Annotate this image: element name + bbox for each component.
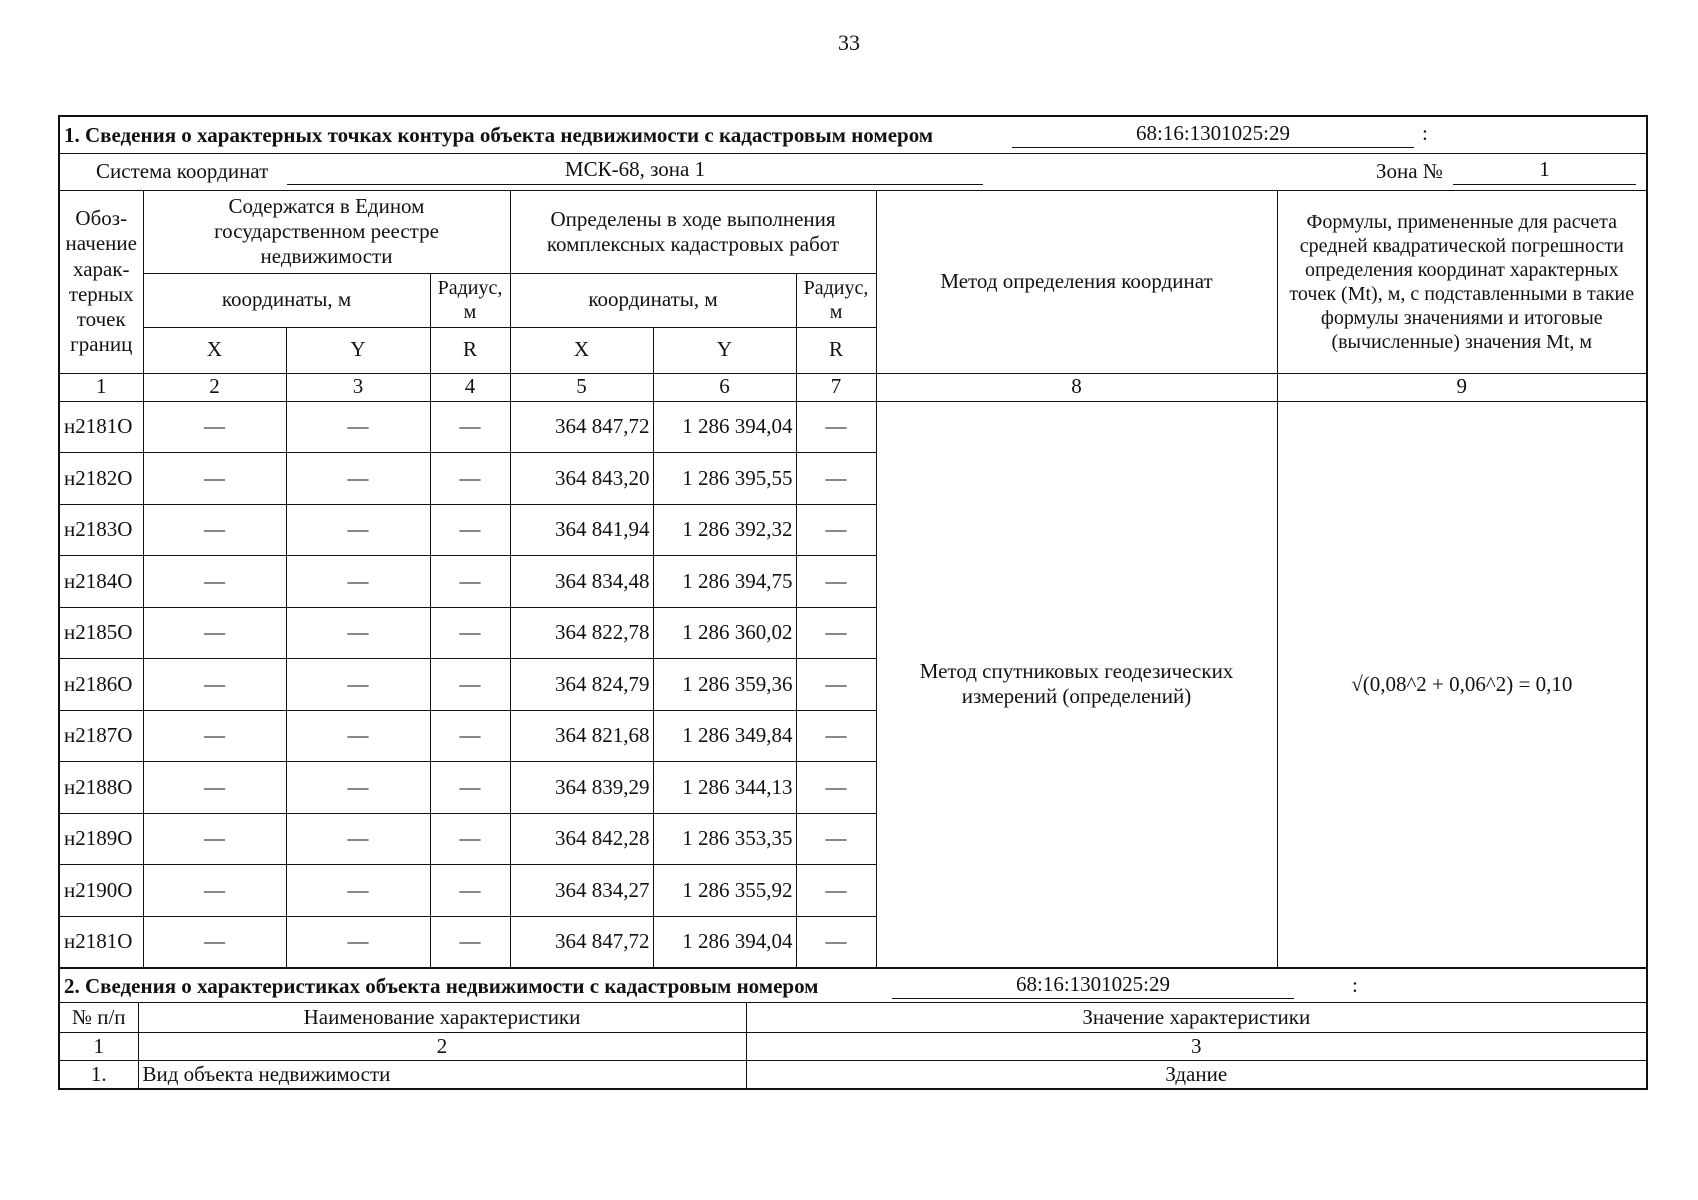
coord-system-value: МСК-68, зона 1 [287, 157, 983, 185]
kkr-y: 1 286 359,36 [653, 659, 796, 711]
point-designation: н2186О [60, 659, 143, 711]
col-number: 4 [430, 373, 510, 401]
egrn-r: — [430, 607, 510, 659]
egrn-x: — [143, 556, 286, 608]
header-kkr-group: Определены в ходе выполнения комплексных кадастровых работ [510, 191, 876, 273]
table-row [60, 1060, 1646, 1088]
egrn-x: — [143, 607, 286, 659]
egrn-x: — [143, 453, 286, 505]
header-point-designation: Обоз-начение харак-терных точек границ [60, 191, 143, 373]
col-number: 3 [286, 373, 430, 401]
col-number: 2 [143, 373, 286, 401]
header-kkr-x: X [510, 327, 653, 373]
header-num: № п/п [60, 1003, 138, 1032]
header-name: Наименование характеристики [138, 1003, 746, 1032]
col-number: 1 [60, 1032, 138, 1060]
section1-cadastral-number: 68:16:1301025:29 [1012, 121, 1414, 148]
kkr-r: — [796, 762, 876, 814]
coordinate-system-row [60, 154, 1646, 191]
header-formula: Формулы, примененные для расчета средней квадратической погрешности определения координат характерных точек (Mt), м, с подставленными в такие формулы значениями и итоговые (вычисленные) значения Mt, м [1277, 191, 1646, 373]
cadastral-form [58, 115, 1648, 1090]
header-kkr-coords: координаты, м [510, 273, 796, 327]
page-number: 33 [838, 30, 860, 55]
egrn-y: — [286, 453, 430, 505]
point-designation: н2187О [60, 710, 143, 762]
row-name: Вид объекта недвижимости [138, 1060, 746, 1088]
point-designation: н2181О [60, 916, 143, 968]
egrn-y: — [286, 556, 430, 608]
kkr-r: — [796, 401, 876, 453]
formula-value: √(0,08^2 + 0,06^2) = 0,10 [1277, 401, 1646, 968]
egrn-r: — [430, 710, 510, 762]
header-value: Значение характеристики [746, 1003, 1646, 1032]
point-designation: н2181О [60, 401, 143, 453]
egrn-r: — [430, 762, 510, 814]
egrn-x: — [143, 504, 286, 556]
header-egrn-radius: Радиус, м [430, 273, 510, 327]
egrn-x: — [143, 401, 286, 453]
point-designation: н2188О [60, 762, 143, 814]
col-number: 5 [510, 373, 653, 401]
col-number: 1 [60, 373, 143, 401]
kkr-r: — [796, 453, 876, 505]
col-number: 8 [876, 373, 1277, 401]
kkr-x: 364 847,72 [510, 916, 653, 968]
kkr-r: — [796, 504, 876, 556]
kkr-x: 364 847,72 [510, 401, 653, 453]
point-designation: н2189О [60, 813, 143, 865]
section1-colon: : [1422, 121, 1428, 145]
egrn-x: — [143, 916, 286, 968]
kkr-x: 364 834,48 [510, 556, 653, 608]
egrn-x: — [143, 865, 286, 917]
egrn-x: — [143, 813, 286, 865]
header-egrn-y: Y [286, 327, 430, 373]
egrn-y: — [286, 865, 430, 917]
header-egrn-x: X [143, 327, 286, 373]
col-number: 2 [138, 1032, 746, 1060]
header-kkr-r: R [796, 327, 876, 373]
egrn-y: — [286, 813, 430, 865]
header-egrn-group: Содержатся в Едином государственном реестре недвижимости [143, 191, 510, 273]
kkr-y: 1 286 360,02 [653, 607, 796, 659]
kkr-x: 364 834,27 [510, 865, 653, 917]
egrn-y: — [286, 916, 430, 968]
kkr-y: 1 286 355,92 [653, 865, 796, 917]
kkr-y: 1 286 394,04 [653, 916, 796, 968]
egrn-r: — [430, 865, 510, 917]
kkr-y: 1 286 394,04 [653, 401, 796, 453]
kkr-x: 364 821,68 [510, 710, 653, 762]
method-value: Метод спутниковых геодезических измерений (определений) [876, 401, 1277, 968]
point-designation: н2183О [60, 504, 143, 556]
points-table [60, 191, 1646, 968]
kkr-x: 364 839,29 [510, 762, 653, 814]
egrn-r: — [430, 659, 510, 711]
egrn-y: — [286, 401, 430, 453]
col-number: 7 [796, 373, 876, 401]
egrn-y: — [286, 607, 430, 659]
kkr-r: — [796, 813, 876, 865]
egrn-y: — [286, 762, 430, 814]
point-designation: н2190О [60, 865, 143, 917]
kkr-r: — [796, 607, 876, 659]
egrn-x: — [143, 710, 286, 762]
section2-header [60, 968, 1646, 1003]
header-kkr-y: Y [653, 327, 796, 373]
kkr-y: 1 286 392,32 [653, 504, 796, 556]
col-number: 6 [653, 373, 796, 401]
egrn-r: — [430, 453, 510, 505]
egrn-x: — [143, 659, 286, 711]
kkr-x: 364 841,94 [510, 504, 653, 556]
kkr-x: 364 824,79 [510, 659, 653, 711]
egrn-y: — [286, 504, 430, 556]
kkr-y: 1 286 349,84 [653, 710, 796, 762]
point-designation: н2185О [60, 607, 143, 659]
egrn-r: — [430, 401, 510, 453]
egrn-r: — [430, 813, 510, 865]
zone-label: Зона № [1376, 159, 1443, 183]
point-designation: н2184О [60, 556, 143, 608]
egrn-r: — [430, 916, 510, 968]
kkr-r: — [796, 865, 876, 917]
kkr-x: 364 842,28 [510, 813, 653, 865]
egrn-r: — [430, 556, 510, 608]
section2-title: 2. Сведения о характеристиках объекта недвижимости с кадастровым номером [64, 974, 819, 998]
egrn-y: — [286, 710, 430, 762]
point-designation: н2182О [60, 453, 143, 505]
kkr-y: 1 286 353,35 [653, 813, 796, 865]
coord-system-label: Система координат [96, 159, 269, 183]
section1-title: 1. Сведения о характерных точках контура объекта недвижимости с кадастровым номером [64, 123, 934, 147]
header-method: Метод определения координат [876, 191, 1277, 373]
col-number: 3 [746, 1032, 1646, 1060]
header-egrn-coords: координаты, м [143, 273, 430, 327]
header-egrn-r: R [430, 327, 510, 373]
col-number: 9 [1277, 373, 1646, 401]
section2-cadastral-number: 68:16:1301025:29 [892, 972, 1294, 999]
kkr-y: 1 286 394,75 [653, 556, 796, 608]
zone-value: 1 [1453, 157, 1636, 185]
header-kkr-radius: Радиус, м [796, 273, 876, 327]
row-value: Здание [746, 1060, 1646, 1088]
kkr-x: 364 822,78 [510, 607, 653, 659]
kkr-r: — [796, 710, 876, 762]
kkr-y: 1 286 344,13 [653, 762, 796, 814]
egrn-x: — [143, 762, 286, 814]
characteristics-table [60, 1003, 1646, 1088]
section2-colon: : [1352, 973, 1358, 997]
kkr-r: — [796, 916, 876, 968]
kkr-r: — [796, 659, 876, 711]
section1-header [60, 117, 1646, 154]
egrn-y: — [286, 659, 430, 711]
table-row [60, 401, 1646, 453]
egrn-r: — [430, 504, 510, 556]
kkr-x: 364 843,20 [510, 453, 653, 505]
kkr-r: — [796, 556, 876, 608]
row-num: 1. [60, 1060, 138, 1088]
kkr-y: 1 286 395,55 [653, 453, 796, 505]
